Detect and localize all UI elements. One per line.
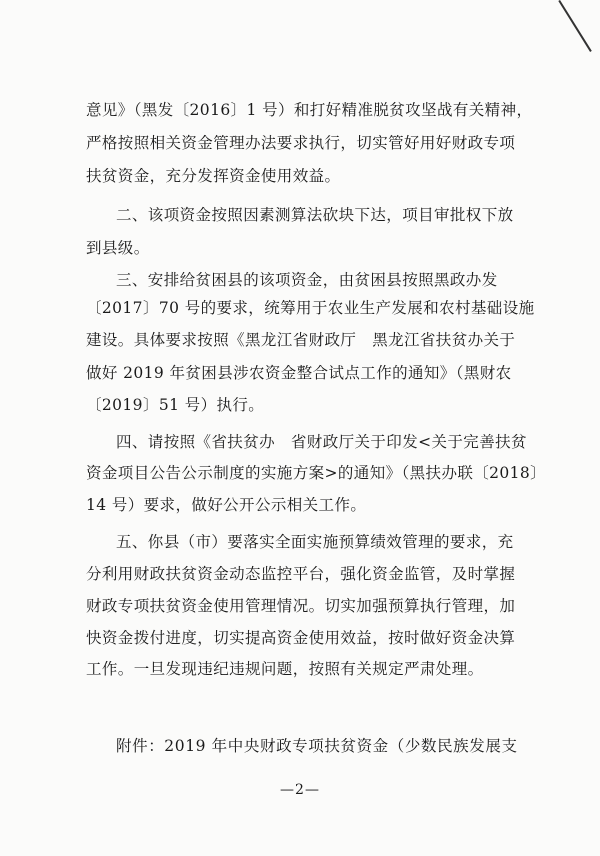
paragraph-line: 做好 2019 年贫困县涉农资金整合试点工作的通知》（黑财农 <box>86 364 512 382</box>
paragraph-line: 建设。具体要求按照《黑龙江省财政厅 黑龙江省扶贫办关于 <box>86 331 516 349</box>
paragraph-line: 工作。一旦发现违纪违规问题，按照有关规定严肃处理。 <box>86 660 484 678</box>
paragraph-line: 〔2019〕51 号）执行。 <box>86 396 265 414</box>
paragraph-line: 快资金拨付进度，切实提高资金使用效益，按时做好资金决算 <box>86 629 516 647</box>
scan-edge-line <box>558 0 591 52</box>
paragraph-line: 扶贫资金，充分发挥资金使用效益。 <box>86 167 341 185</box>
page-number: —2— <box>280 782 320 798</box>
paragraph-line: 三、安排给贫困县的该项资金，由贫困县按照黑政办发 <box>116 271 498 289</box>
paragraph-line: 〔2017〕70 号的要求，统筹用于农业生产发展和农村基础设施 <box>86 299 535 317</box>
paragraph-line: 严格按照相关资金管理办法要求执行，切实管好用好财政专项 <box>86 134 516 152</box>
paragraph-line: 意见》（黑发〔2016〕1 号）和打好精准脱贫攻坚战有关精神， <box>86 101 533 119</box>
paragraph-line: 五、你县（市）要落实全面实施预算绩效管理的要求，充 <box>116 533 514 551</box>
paragraph-line: 四、请按照《省扶贫办 省财政厅关于印发<关于完善扶贫 <box>116 433 527 451</box>
paragraph-line: 到县级。 <box>86 239 150 257</box>
paragraph-line: 分利用财政扶贫资金动态监控平台，强化资金监管，及时掌握 <box>86 565 516 583</box>
paragraph-line: 14 号）要求，做好公开公示相关工作。 <box>86 496 367 514</box>
paragraph-line: 资金项目公告公示制度的实施方案>的通知》（黑扶办联〔2018〕 <box>86 464 547 482</box>
paragraph-line: 二、该项资金按照因素测算法砍块下达，项目审批权下放 <box>116 206 514 224</box>
paragraph-line: 财政专项扶贫资金使用管理情况。切实加强预算执行管理，加 <box>86 597 516 615</box>
attachment-line: 附件：2019 年中央财政专项扶贫资金（少数民族发展支 <box>116 737 518 755</box>
